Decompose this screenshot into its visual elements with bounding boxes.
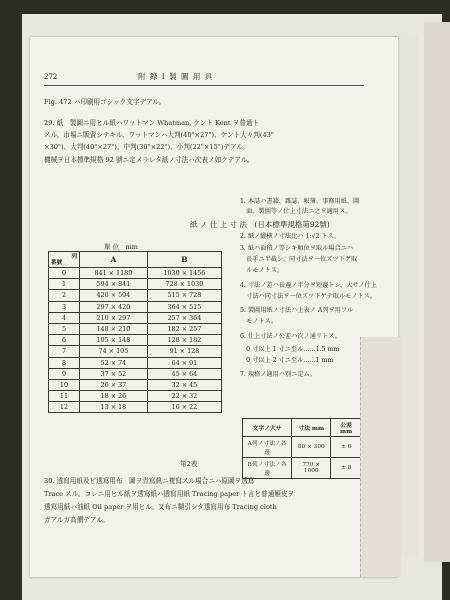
size-section-title: 紙 ノ 仕 上 寸 法 (日本標準規格第92號) (190, 220, 330, 229)
page-number: 272 (44, 73, 58, 81)
row-number-cell: 9 (49, 368, 80, 379)
table-row (49, 391, 222, 402)
intro-line: 29. 紙 製圖ニ用ヒル紙ハワットマン Whatman, ケント Kent ヲ普通ト (44, 119, 260, 127)
size-a-cell: 13 × 18 (80, 402, 148, 413)
size-b-cell: 32 × 45 (147, 379, 221, 390)
table-row (49, 402, 222, 413)
rule-line: 1. 本誌ハ書籍、雜誌、帳簿、事務用紙、圖 (240, 198, 360, 205)
section-line: Trace スル。コレニ用ヒル紙ヲ透寫紙ハ透寫用紙 Tracing paper ト言ヒ普通雁皮ヲ (44, 490, 295, 498)
size-b-cell: 16 × 22 (147, 402, 221, 413)
rule-line: 面、製圖等ノ仕上寸法ニ之ヲ適用ス。 (240, 208, 352, 215)
row-number-cell: 0 (49, 268, 80, 279)
table-row (49, 268, 222, 279)
paper-size-table (48, 251, 222, 413)
table-row (49, 290, 222, 301)
column-header-a: A (80, 252, 148, 268)
table-row (49, 368, 222, 379)
row-number-cell: 8 (49, 357, 80, 368)
document-page (30, 37, 398, 577)
paper-size-rows (49, 268, 222, 413)
size-b-cell: 22 × 32 (147, 391, 221, 402)
size-a-cell: 594 × 841 (80, 279, 148, 290)
rule-line: 5. 製圖用紙ノ寸法ハ上表ノ A列ヲ用フル (240, 307, 354, 314)
size-b-cell: 128 × 182 (147, 335, 221, 346)
row-number-cell: 10 (49, 379, 80, 390)
section-line: 30. 透寫用紙及ビ透寫用布 圖ヲ青寫眞ニ複寫スル場合ニハ原圖ヲ透寫 (44, 477, 255, 485)
table-row (49, 335, 222, 346)
table-row (49, 379, 222, 390)
rule-line: 2. 紙ノ縱横ノ寸法比ハ 1:√2 トス。 (240, 233, 341, 240)
corner-label-top: 列 (71, 253, 77, 260)
corner-label-bottom: 番號 (51, 259, 63, 266)
tolerance-cell: A列ノ寸法ノ各邊 (243, 437, 292, 458)
size-a-cell: 26 × 37 (80, 379, 148, 390)
tolerance-cell: ± 6 (331, 437, 362, 458)
tolerance-row (243, 458, 362, 479)
table-row (49, 301, 222, 312)
header-rule (44, 85, 364, 86)
table-row (49, 346, 222, 357)
rule-line: 0 寸以上 1 寸ニ至ル……1.5 mm (240, 346, 340, 353)
rule-line: 6. 仕上寸法ノ公差ハ次ノ通リトス。 (240, 333, 341, 340)
table-unit-caption: 單 位 mm (104, 243, 138, 251)
rule-line: 3. 紙ハ面積ノ等シキ順位ヲ取ル場合ニハ (240, 245, 354, 252)
size-b-cell: 515 × 728 (147, 290, 221, 301)
page-title: 附 錄 I 製 圖 用 具 (138, 72, 214, 81)
rule-line: モノトス。 (240, 318, 278, 325)
size-b-cell: 45 × 64 (147, 368, 221, 379)
size-a-cell: 297 × 420 (80, 301, 148, 312)
table-figure-label: 第2表 (180, 460, 198, 468)
size-b-cell: 91 × 128 (147, 346, 221, 357)
rule-line: 寸法ハ同寸法ヲ一位ズツ下ゲテ取ルモノトス。 (240, 293, 377, 300)
row-number-cell: 11 (49, 391, 80, 402)
row-number-cell: 3 (49, 301, 80, 312)
tolerance-table (242, 418, 362, 479)
tolerance-cell: 770 × 1000 (292, 458, 331, 479)
intro-line: Fig. 472 ハ印刷用ゴシック文字デアル。 (44, 98, 166, 106)
size-a-cell: 18 × 26 (80, 391, 148, 402)
size-b-cell: 728 × 1030 (147, 279, 221, 290)
intro-line: スル。市場ニ販賣シテキル、ワットマンハ大判(40"×27")、ケント大々判(43" (44, 131, 274, 139)
tolerance-cell: 80 × 300 (292, 437, 331, 458)
size-a-cell: 74 × 105 (80, 346, 148, 357)
tolerance-header: 公差 mm (331, 419, 362, 437)
rule-line: 4. 寸法ノ差ハ長邊ノ半分ヲ短邊トシ、大サノ仕上 (240, 282, 377, 289)
torn-paper-edge (360, 337, 401, 577)
size-a-cell: 210 × 297 (80, 312, 148, 323)
row-number-cell: 7 (49, 346, 80, 357)
size-b-cell: 364 × 515 (147, 301, 221, 312)
section-line: 透寫用紙ハ油紙 Oil paper ヲ用ヒル。又布ニ糊引シタ透寫用布 Tracing cloth (44, 503, 277, 511)
row-number-cell: 5 (49, 323, 80, 334)
table-row (49, 279, 222, 290)
table-row (49, 312, 222, 323)
rule-line: 7. 規格ノ適用ハ別ニ定ム。 (240, 371, 317, 378)
column-header-b: B (147, 252, 221, 268)
row-number-cell: 1 (49, 279, 80, 290)
row-number-cell: 6 (49, 335, 80, 346)
size-a-cell: 148 × 210 (80, 323, 148, 334)
section-line: ガアルガ高價デアル。 (44, 516, 109, 524)
row-number-cell: 12 (49, 402, 80, 413)
tolerance-cell: ± 8 (331, 458, 362, 479)
size-a-cell: 52 × 74 (80, 357, 148, 368)
tolerance-header: 文字ノ大サ (243, 419, 292, 437)
table-row (49, 357, 222, 368)
intro-line: ×30")、大判(40"×27")、中判(30"×22")、小判(22"×15")デアル。 (44, 143, 249, 151)
size-a-cell: 37 × 52 (80, 368, 148, 379)
table-row (49, 323, 222, 334)
tolerance-header: 寸法 mm (292, 419, 331, 437)
table-corner-header (49, 252, 80, 268)
tolerance-cell: B列ノ寸法ノ各邊 (243, 458, 292, 479)
size-b-cell: 64 × 91 (147, 357, 221, 368)
intro-line: 機械ヲ日本標準規格 92 號ニ定メラレタ紙ノ寸法ハ次表ノ如クデアル。 (44, 156, 254, 164)
rule-line: ルモノトス。 (240, 267, 284, 274)
size-b-cell: 1030 × 1456 (147, 268, 221, 279)
rule-line: 0 寸以上 2 寸ニ至ル……1 mm (240, 357, 334, 364)
size-a-cell: 841 × 1189 (80, 268, 148, 279)
tolerance-row (243, 437, 362, 458)
rule-line: 長手ニ半截シ、同寸法ヲ一位ズツ下ゲ取 (240, 256, 358, 263)
background-page-right (424, 22, 450, 562)
size-b-cell: 182 × 257 (147, 323, 221, 334)
size-a-cell: 105 × 148 (80, 335, 148, 346)
row-number-cell: 2 (49, 290, 80, 301)
size-a-cell: 420 × 594 (80, 290, 148, 301)
row-number-cell: 4 (49, 312, 80, 323)
size-b-cell: 257 × 364 (147, 312, 221, 323)
